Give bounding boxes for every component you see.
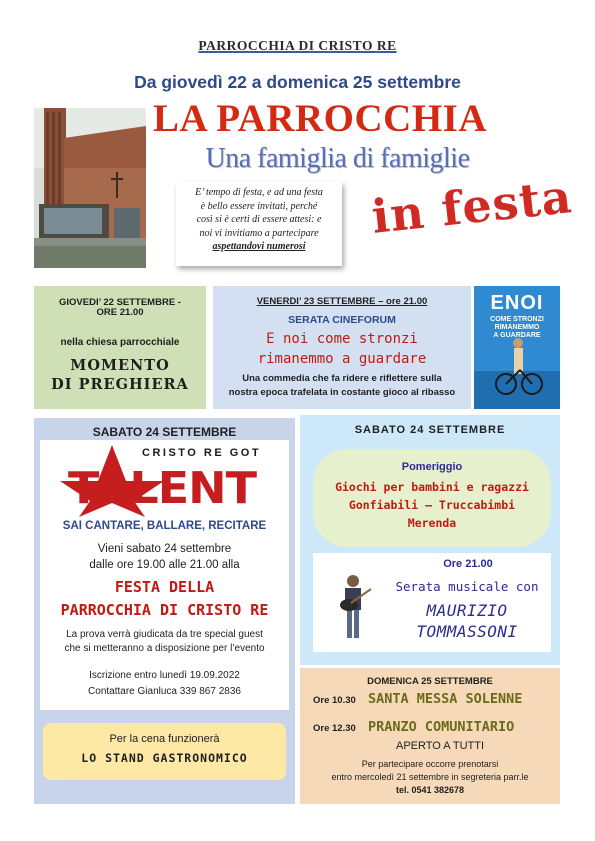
- film-poster: [474, 286, 560, 409]
- talent-when-line: Vieni sabato 24 settembre: [97, 543, 232, 555]
- sunday-date: DOMENICA 25 SETTEMBRE: [367, 676, 493, 687]
- thursday-event-line: MOMENTO: [70, 357, 170, 374]
- sunday-box: [300, 668, 560, 804]
- thursday-box: [34, 286, 206, 409]
- friday-label: SERATA CINEFORUM: [288, 314, 396, 326]
- food-stand-intro: Per la cena funzionerà: [109, 733, 220, 745]
- evening-time: Ore 21.00: [443, 558, 493, 570]
- signup-contact: Contattare Gianluca 339 867 2836: [88, 686, 241, 697]
- evening-music-box: [313, 553, 551, 652]
- afternoon-line: Merenda: [407, 516, 457, 530]
- thursday-event-line: DI PREGHIERA: [51, 376, 189, 393]
- talent-when-line: dalle ore 19.00 alle 21.00 alla: [89, 559, 240, 571]
- page-title: LA PARROCCHIA: [152, 97, 488, 140]
- intro-closing: aspettandovi numerosi: [212, 241, 306, 253]
- parish-name: PARROCCHIA DI CRISTO RE: [198, 38, 397, 53]
- musician-name-line: MAURIZIO: [426, 601, 508, 620]
- thursday-date: [34, 298, 206, 318]
- thursday-place: nella chiesa parrocchiale: [60, 337, 180, 348]
- festa-title: [40, 576, 289, 622]
- church-photo: [34, 108, 146, 268]
- lunch-label: PRANZO COMUNITARIO: [368, 719, 515, 735]
- talent-logo: [42, 443, 282, 517]
- poster-line: RIMANEMMO: [494, 324, 540, 331]
- film-desc-line: Una commedia che fa ridere e riflettere sulla: [242, 373, 442, 384]
- saturday-left-date: SABATO 24 SETTEMBRE: [92, 425, 237, 439]
- lunch-time: Ore 12.30: [313, 723, 356, 734]
- talent-jury-line: La prova verrà giudicata da tre special guest: [66, 629, 263, 640]
- film-title: [213, 329, 471, 369]
- in-festa-title: in festa: [369, 169, 575, 244]
- intro-line: E’ tempo di festa, e ad una festa: [195, 187, 323, 198]
- intro-line: è bello essere invitati, perché: [200, 200, 318, 212]
- saturday-right-date: SABATO 24 SETTEMBRE: [354, 424, 506, 436]
- afternoon-line: Gonfiabili – Truccabimbi: [348, 498, 516, 512]
- sunday-note-line: entro mercoledì 21 settembre in segreteria parr.le: [331, 772, 529, 782]
- festa-title-line: FESTA DELLA: [114, 578, 215, 596]
- logo-top-text: CRISTO RE GOT: [142, 447, 262, 459]
- friday-box: [213, 286, 471, 409]
- thursday-event: [34, 356, 206, 394]
- intro-line: così si è certi di essere attesi: e: [196, 214, 322, 226]
- mass-label: SANTA MESSA SOLENNE: [368, 691, 523, 707]
- lunch-open: APERTO A TUTTI: [395, 740, 485, 752]
- sunday-note-line: Per partecipare occorre prenotarsi: [361, 759, 499, 769]
- guitarist-image: [333, 573, 373, 643]
- sunday-note: [300, 758, 560, 797]
- intro-line: noi vi invitiamo a partecipare: [199, 227, 319, 239]
- sunday-phone: tel. 0541 382678: [395, 785, 465, 795]
- film-desc-line: nostra epoca trafelata in costante gioco al ribasso: [228, 387, 456, 398]
- poster-line: COME STRONZI: [490, 316, 544, 323]
- film-description: [213, 372, 471, 400]
- mass-time: Ore 10.30: [313, 695, 356, 706]
- page-subtitle: Una famiglia di famiglie: [205, 143, 470, 174]
- musician-name: [383, 600, 551, 642]
- evening-label: Serata musicale con: [395, 579, 539, 594]
- friday-date: VENERDI’ 23 SETTEMBRE – ore 21.00: [256, 296, 428, 307]
- event-dates: Da giovedì 22 a domenica 25 settembre: [134, 72, 461, 92]
- afternoon-activities: [313, 478, 551, 532]
- afternoon-line: Giochi per bambini e ragazzi: [335, 480, 529, 494]
- logo-main-text: TALENT: [67, 462, 257, 514]
- poster-subtitle: [474, 316, 560, 340]
- talent-jury: [40, 628, 289, 656]
- thursday-time-line: ORE 21.00: [96, 307, 144, 318]
- film-title-line: rimanemmo a guardare: [257, 351, 427, 367]
- film-title-line: E noi come stronzi: [266, 331, 418, 347]
- food-stand-box: [43, 723, 286, 780]
- talent-tagline: SAI CANTARE, BALLARE, RECITARE: [62, 520, 267, 532]
- intro-text: [176, 182, 342, 266]
- festa-title-line: PARROCCHIA DI CRISTO RE: [60, 601, 269, 619]
- thursday-date-line: GIOVEDI’ 22 SETTEMBRE -: [59, 297, 181, 308]
- poster-line: A GUARDARE: [493, 332, 541, 339]
- talent-signup: [40, 668, 289, 700]
- talent-when: [40, 541, 289, 573]
- food-stand-label: LO STAND GASTRONOMICO: [81, 751, 248, 765]
- poster-title: ENOI: [490, 292, 544, 314]
- talent-jury-line: che si metteranno a disposizione per l’evento: [64, 643, 265, 654]
- afternoon-box: [313, 449, 551, 547]
- afternoon-title: Pomeriggio: [401, 461, 463, 473]
- musician-name-line: TOMMASSONI: [416, 622, 518, 641]
- signup-deadline: Iscrizione entro lunedì 19.09.2022: [89, 670, 240, 681]
